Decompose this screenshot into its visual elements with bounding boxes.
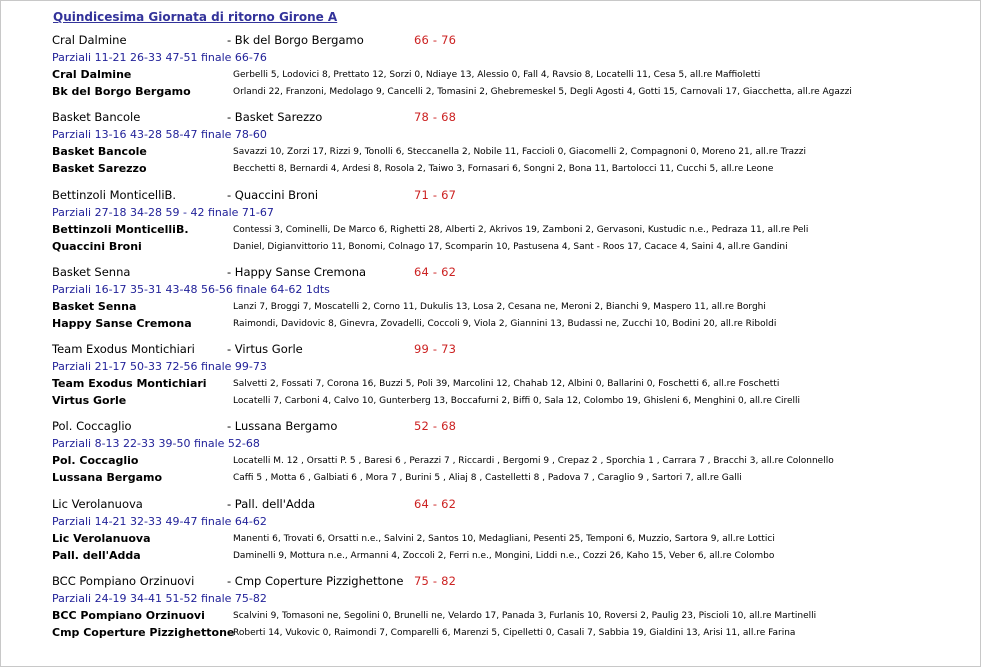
home-team: Cral Dalmine: [52, 33, 127, 47]
partial-scores: Parziali 8-13 22-33 39-50 finale 52-68: [52, 437, 260, 450]
home-team-name: BCC Pompiano Orzinuovi: [52, 609, 205, 622]
away-team-name: Basket Sarezzo: [52, 162, 147, 175]
away-team: - Pall. dell'Adda: [227, 497, 316, 511]
away-players: Locatelli 7, Carboni 4, Calvo 10, Gunterberg 13, Boccafurni 2, Biffi 0, Sala 12, Colombo 19, Ghisleni 6, Menghini 0, all.re Cirelli: [233, 396, 801, 406]
partial-scores: Parziali 14-21 32-33 49-47 finale 64-62: [52, 515, 267, 528]
away-team: - Lussana Bergamo: [227, 419, 338, 433]
home-players: Lanzi 7, Broggi 7, Moscatelli 2, Corno 11, Dukulis 13, Losa 2, Cesana ne, Meroni 2, Bianchi 9, Maspero 11, all.re Borghi: [233, 302, 766, 312]
home-team: Lic Verolanuova: [52, 497, 143, 511]
home-team: BCC Pompiano Orzinuovi: [52, 574, 195, 588]
partial-scores: Parziali 13-16 43-28 58-47 finale 78-60: [52, 128, 267, 141]
home-players: Contessi 3, Cominelli, De Marco 6, Righetti 28, Alberti 2, Akrivos 19, Zamboni 2, Gervasoni, Kustudic n.e., Pedraza 11, all.re Peli: [233, 225, 809, 235]
away-team-name: Pall. dell'Adda: [52, 549, 141, 562]
away-team: - Virtus Gorle: [227, 342, 303, 356]
final-score: 66 - 76: [414, 33, 457, 47]
away-players: Becchetti 8, Bernardi 4, Ardesi 8, Rosola 2, Taiwo 3, Fornasari 6, Songni 2, Bona 11, Bartolocci 11, Cucchi 5, all.re Leone: [233, 164, 774, 174]
away-players: Orlandi 22, Franzoni, Medolago 9, Cancelli 2, Tomasini 2, Ghebremeskel 5, Degli Agosti 4, Gotti 15, Carnovali 17, Giacchetta, all.re Agazzi: [233, 87, 852, 97]
partial-scores: Parziali 21-17 50-33 72-56 finale 99-73: [52, 360, 267, 373]
partial-scores: Parziali 27-18 34-28 59 - 42 finale 71-67: [52, 206, 274, 219]
away-team-name: Quaccini Broni: [52, 240, 142, 253]
home-team: Bettinzoli MonticelliB.: [52, 188, 177, 202]
home-players: Scalvini 9, Tomasoni ne, Segolini 0, Brunelli ne, Velardo 17, Panada 3, Furlanis 10, Roversi 2, Paulig 23, Piscioli 10, all.re Martinelli: [233, 611, 817, 621]
home-team: Basket Senna: [52, 265, 131, 279]
home-team-name: Team Exodus Montichiari: [52, 377, 207, 390]
away-team-name: Lussana Bergamo: [52, 471, 163, 484]
away-team: - Basket Sarezzo: [227, 110, 323, 124]
home-team: Team Exodus Montichiari: [52, 342, 195, 356]
away-players: Daniel, Digianvittorio 11, Bonomi, Colnago 17, Scomparin 10, Pastusena 4, Sant - Roos 17, Cacace 4, Saini 4, all.re Gandini: [233, 242, 788, 252]
match-block: [1, 265, 981, 340]
home-players: Manenti 6, Trovati 6, Orsatti n.e., Salvini 2, Santos 10, Medagliani, Pesenti 25, Temponi 6, Muzzio, Sartora 9, all.re Lottici: [233, 534, 775, 544]
page-title[interactable]: Quindicesima Giornata di ritorno Girone A: [53, 10, 338, 24]
away-team-name: Cmp Coperture Pizzighettone: [52, 626, 235, 639]
final-score: 75 - 82: [414, 574, 457, 588]
partial-scores: Parziali 24-19 34-41 51-52 finale 75-82: [52, 592, 267, 605]
home-team-name: Pol. Coccaglio: [52, 454, 139, 467]
home-players: Salvetti 2, Fossati 7, Corona 16, Buzzi 5, Poli 39, Marcolini 12, Chahab 12, Albini 0, Ballarini 0, Foschetti 6, all.re Foschetti: [233, 379, 780, 389]
away-team: - Quaccini Broni: [227, 188, 319, 202]
final-score: 64 - 62: [414, 497, 457, 511]
match-block: [1, 497, 981, 572]
home-team-name: Basket Senna: [52, 300, 137, 313]
home-team-name: Bettinzoli MonticelliB.: [52, 223, 189, 236]
away-players: Raimondi, Davidovic 8, Ginevra, Zovadelli, Coccoli 9, Viola 2, Giannini 13, Budassi ne, Zucchi 10, Bodini 20, all.re Riboldi: [233, 319, 777, 329]
home-team: Basket Bancole: [52, 110, 141, 124]
home-players: Savazzi 10, Zorzi 17, Rizzi 9, Tonolli 6, Steccanella 2, Nobile 11, Faccioli 0, Giacomelli 2, Compagnoni 0, Moreno 21, all.re Trazzi: [233, 147, 807, 157]
away-team-name: Virtus Gorle: [52, 394, 127, 407]
final-score: 52 - 68: [414, 419, 457, 433]
away-team: - Cmp Coperture Pizzighettone: [227, 574, 404, 588]
match-block: [1, 342, 981, 417]
away-players: Roberti 14, Vukovic 0, Raimondi 7, Comparelli 6, Marenzi 5, Cipelletti 0, Casali 7, Sabbia 19, Gialdini 13, Arisi 11, all.re Farina: [233, 628, 796, 638]
final-score: 64 - 62: [414, 265, 457, 279]
away-players: Caffi 5 , Motta 6 , Galbiati 6 , Mora 7 , Burini 5 , Aliaj 8 , Castelletti 8 , Padova 7 , Caraglio 9 , Sartori 7, all.re Galli: [233, 473, 742, 483]
away-players: Daminelli 9, Mottura n.e., Armanni 4, Zoccoli 2, Ferri n.e., Mongini, Liddi n.e., Cozzi 26, Kaho 15, Veber 6, all.re Colombo: [233, 551, 775, 561]
away-team-name: Happy Sanse Cremona: [52, 317, 192, 330]
home-players: Locatelli M. 12 , Orsatti P. 5 , Baresi 6 , Perazzi 7 , Riccardi , Bergomi 9 , Crepaz 2 , Sporchia 1 , Carrara 7 , Bracchi 3, all.re Colonnello: [233, 456, 834, 466]
match-block: [1, 188, 981, 263]
match-block: [1, 110, 981, 185]
match-block: [1, 419, 981, 494]
final-score: 78 - 68: [414, 110, 457, 124]
partial-scores: Parziali 16-17 35-31 43-48 56-56 finale 64-62 1dts: [52, 283, 330, 296]
match-block: [1, 33, 981, 108]
final-score: 71 - 67: [414, 188, 457, 202]
home-team-name: Cral Dalmine: [52, 68, 132, 81]
home-players: Gerbelli 5, Lodovici 8, Prettato 12, Sorzi 0, Ndiaye 13, Alessio 0, Fall 4, Ravsio 8, Locatelli 11, Cesa 5, all.re Maffioletti: [233, 70, 761, 80]
home-team: Pol. Coccaglio: [52, 419, 132, 433]
partial-scores: Parziali 11-21 26-33 47-51 finale 66-76: [52, 51, 267, 64]
home-team-name: Basket Bancole: [52, 145, 147, 158]
away-team-name: Bk del Borgo Bergamo: [52, 85, 191, 98]
match-block: [1, 574, 981, 649]
away-team: - Bk del Borgo Bergamo: [227, 33, 364, 47]
final-score: 99 - 73: [414, 342, 457, 356]
away-team: - Happy Sanse Cremona: [227, 265, 367, 279]
home-team-name: Lic Verolanuova: [52, 532, 151, 545]
